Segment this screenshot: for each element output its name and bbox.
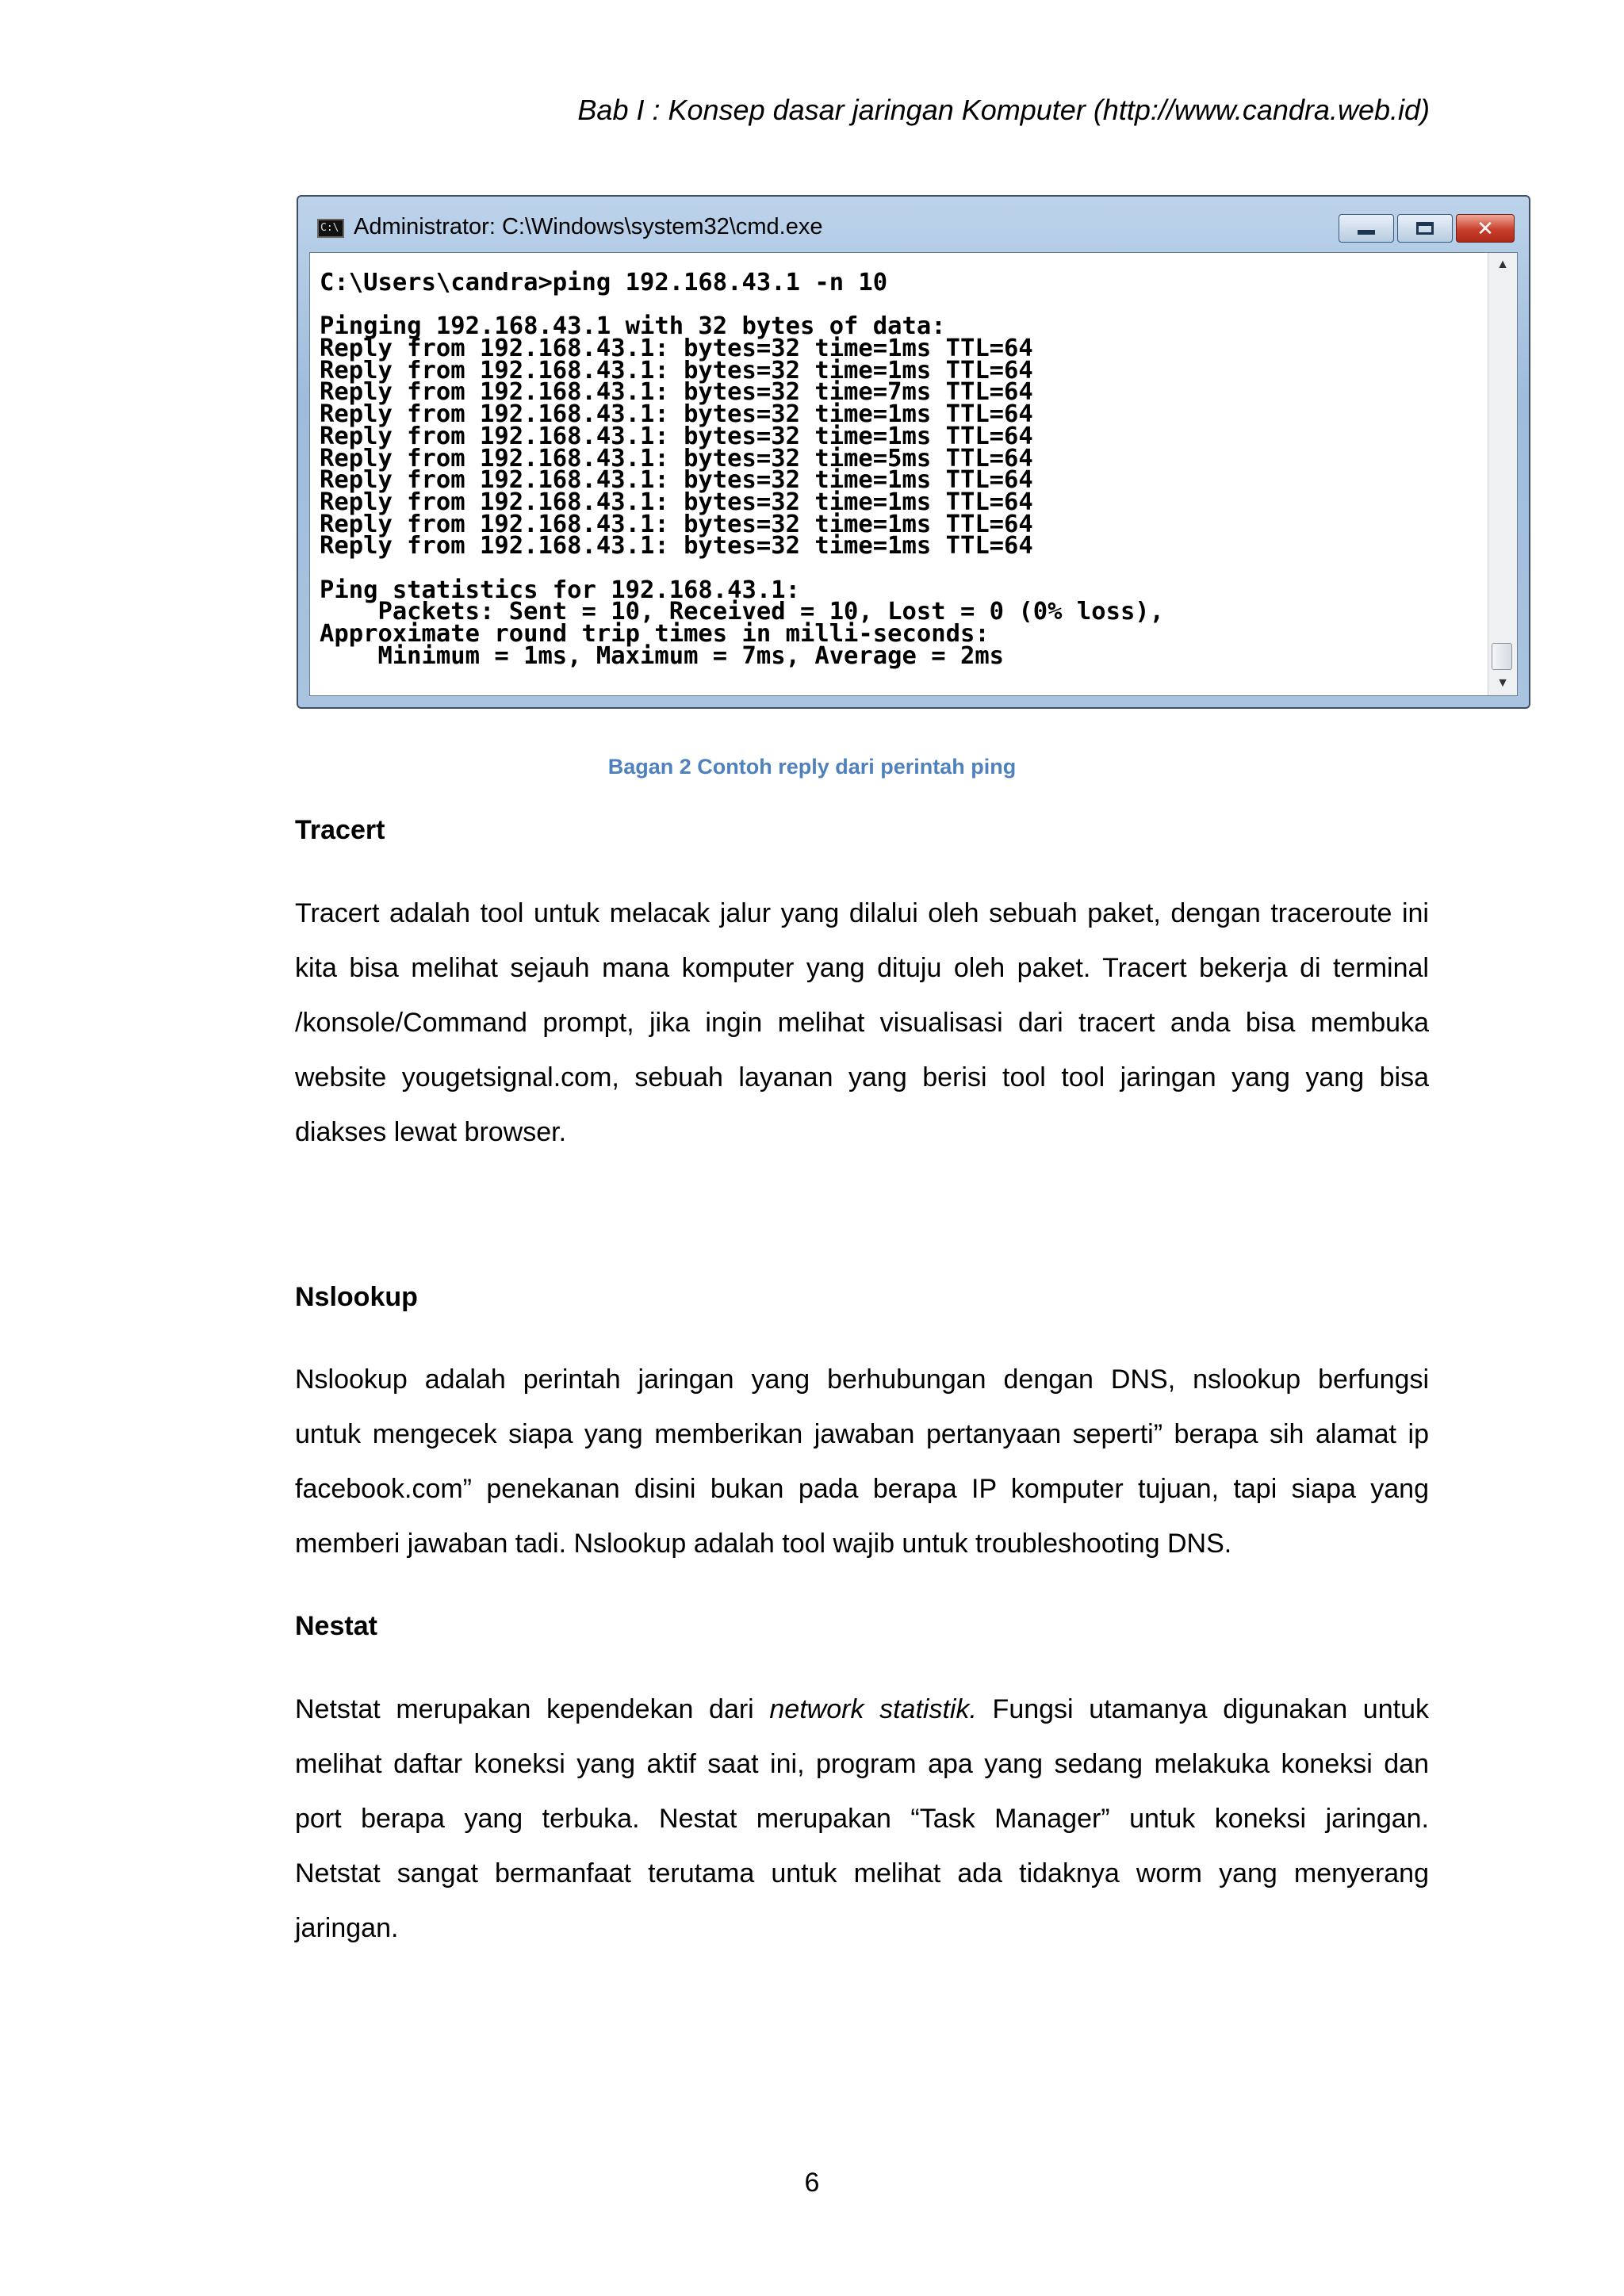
paragraph-line: melihat daftar koneksi yang aktif saat ini, program apa yang sedang melakuka koneksi dan bbox=[295, 1749, 1429, 1779]
maximize-icon bbox=[1416, 222, 1434, 235]
cmd-window-title: Administrator: C:\Windows\system32\cmd.exe bbox=[354, 214, 823, 239]
console-line: Ping statistics for 192.168.43.1: bbox=[320, 576, 800, 604]
paragraph-line: Nslookup adalah perintah jaringan yang berhubungan dengan DNS, nslookup berfungsi bbox=[295, 1364, 1429, 1395]
console-line: Reply from 192.168.43.1: bytes=32 time=7ms TTL=64 bbox=[320, 378, 1033, 407]
cmd-titlebar bbox=[298, 197, 1529, 246]
paragraph-line: Netstat sangat bermanfaat terutama untuk melihat ada tidaknya worm yang menyerang bbox=[295, 1858, 1429, 1888]
scroll-up-icon: ▲ bbox=[1496, 258, 1509, 271]
paragraph-line: diakses lewat browser. bbox=[295, 1117, 567, 1147]
console-line: Reply from 192.168.43.1: bytes=32 time=1ms TTL=64 bbox=[320, 488, 1033, 516]
console-line: Reply from 192.168.43.1: bytes=32 time=1ms TTL=64 bbox=[320, 510, 1033, 538]
console-line: Reply from 192.168.43.1: bytes=32 time=1ms TTL=64 bbox=[320, 356, 1033, 385]
console-line: Reply from 192.168.43.1: bytes=32 time=1ms TTL=64 bbox=[320, 466, 1033, 495]
paragraph-line: Netstat merupakan kependekan dari network statistik. Fungsi utamanya digunakan untuk bbox=[295, 1694, 1429, 1724]
console-line: Minimum = 1ms, Maximum = 7ms, Average = 2ms bbox=[320, 641, 1005, 670]
paragraph-line: kita bisa melihat sejauh mana komputer yang dituju oleh paket. Tracert bekerja di terminal bbox=[295, 953, 1429, 983]
paragraph-line: port berapa yang terbuka. Nestat merupakan “Task Manager” untuk koneksi jaringan. bbox=[295, 1804, 1429, 1834]
console-line: C:\Users\candra>ping 192.168.43.1 -n 10 bbox=[320, 269, 888, 297]
heading-nslookup: Nslookup bbox=[295, 1282, 418, 1312]
console-line: Reply from 192.168.43.1: bytes=32 time=5ms TTL=64 bbox=[320, 444, 1033, 473]
paragraph-line: jaringan. bbox=[295, 1913, 399, 1943]
paragraph-line: website yougetsignal.com, sebuah layanan yang berisi tool tool jaringan yang yang bisa bbox=[295, 1062, 1429, 1093]
maximize-button bbox=[1397, 214, 1453, 243]
heading-nestat: Nestat bbox=[295, 1611, 377, 1641]
minimize-icon bbox=[1358, 230, 1375, 235]
paragraph-line: memberi jawaban tadi. Nslookup adalah tool wajib untuk troubleshooting DNS. bbox=[295, 1529, 1232, 1559]
console-scrollbar bbox=[1488, 253, 1517, 695]
running-header: Bab I : Konsep dasar jaringan Komputer (http://www.candra.web.id) bbox=[577, 94, 1430, 126]
console-line: Approximate round trip times in milli-seconds: bbox=[320, 620, 990, 648]
page-number: 6 bbox=[804, 2168, 820, 2198]
console-line: Reply from 192.168.43.1: bytes=32 time=1ms TTL=64 bbox=[320, 422, 1033, 450]
paragraph-line: untuk mengecek siapa yang memberikan jawaban pertanyaan seperti” berapa sih alamat ip bbox=[295, 1419, 1429, 1449]
paragraph-nslookup bbox=[295, 1353, 1429, 1571]
scroll-thumb bbox=[1492, 643, 1512, 670]
paragraph-line: /konsole/Command prompt, jika ingin melihat visualisasi dari tracert anda bisa membuka bbox=[295, 1008, 1429, 1038]
console-area bbox=[309, 252, 1518, 696]
console-line: Reply from 192.168.43.1: bytes=32 time=1ms TTL=64 bbox=[320, 400, 1033, 429]
heading-tracert: Tracert bbox=[295, 815, 385, 845]
cmd-window-screenshot bbox=[297, 195, 1530, 709]
cmd-icon: C:\ bbox=[317, 219, 344, 238]
minimize-button bbox=[1339, 214, 1394, 243]
emphasis-network-statistik: network statistik. bbox=[769, 1694, 977, 1724]
close-button bbox=[1456, 214, 1515, 243]
paragraph-nestat bbox=[295, 1682, 1429, 1956]
scroll-down-icon: ▼ bbox=[1496, 676, 1509, 690]
close-icon: ✕ bbox=[1477, 216, 1494, 240]
console-line: Reply from 192.168.43.1: bytes=32 time=1ms TTL=64 bbox=[320, 335, 1033, 363]
console-output bbox=[320, 269, 1165, 670]
paragraph-line: facebook.com” penekanan disini bukan pada berapa IP komputer tujuan, tapi siapa yang bbox=[295, 1474, 1429, 1504]
paragraph-line: Tracert adalah tool untuk melacak jalur yang dilalui oleh sebuah paket, dengan traceroute ini bbox=[295, 898, 1429, 928]
console-line: Pinging 192.168.43.1 with 32 bytes of data: bbox=[320, 312, 946, 341]
figure-caption: Bagan 2 Contoh reply dari perintah ping bbox=[607, 755, 1017, 779]
window-buttons bbox=[1335, 214, 1515, 243]
paragraph-tracert bbox=[295, 886, 1429, 1160]
console-line: Reply from 192.168.43.1: bytes=32 time=1ms TTL=64 bbox=[320, 532, 1033, 561]
console-line: Packets: Sent = 10, Received = 10, Lost = 0 (0% loss), bbox=[320, 598, 1165, 626]
